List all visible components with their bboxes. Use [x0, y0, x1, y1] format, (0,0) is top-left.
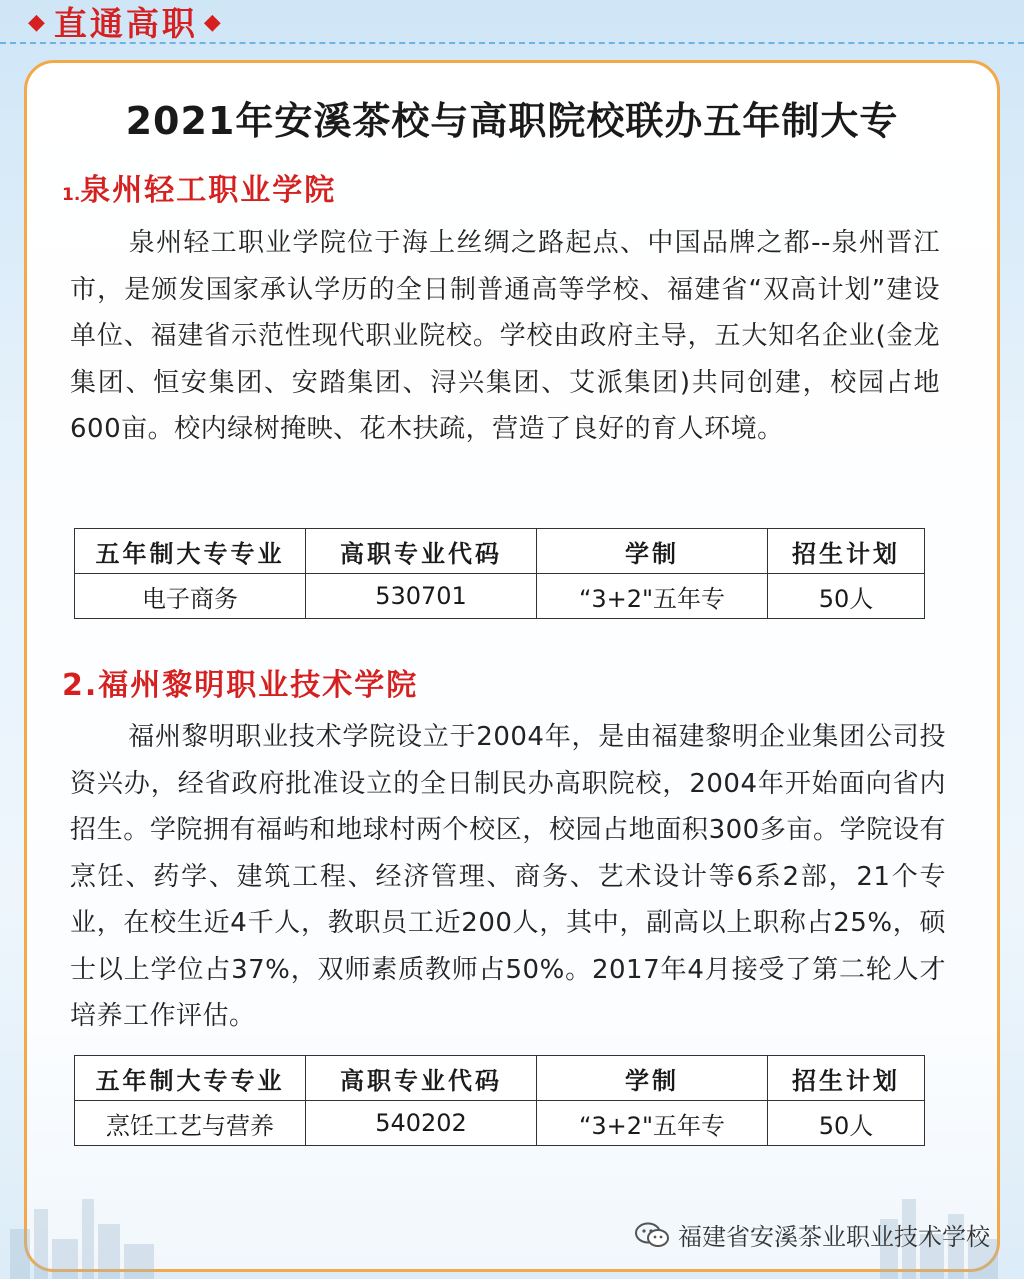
- watermark-text: 福建省安溪茶业职业技术学校: [678, 1223, 990, 1251]
- section-2-number: 2.: [62, 668, 99, 703]
- diamond-left-icon: ◆: [28, 9, 48, 35]
- banner-divider: [0, 42, 1024, 44]
- table-cell: “3+2"五年专: [537, 574, 768, 619]
- section-2-description-text: 福州黎明职业技术学院设立于2004年，是由福建黎明企业集团公司投资兴办，经省政府批准设立的全日制民办高职院校，2004年开始面向省内招生。学院拥有福屿和地球村两个校区，校园占地面积300多亩。学院设有烹饪、药学、建筑工程、经济管理、商务、艺术设计等6系2部，21个专业，在校生近4千人，教职员工近200人，其中，副高以上职称占25%，硕士以上学位占37%，双师素质教师占50%。2017年4月接受了第二轮人才培养工作评估。: [70, 722, 946, 1031]
- table-header-cell: 学制: [537, 529, 768, 574]
- section-1-description-text: 泉州轻工职业学院位于海上丝绸之路起点、中国品牌之都--泉州晋江市，是颁发国家承认学历的全日制普通高等学校、福建省“双高计划”建设单位、福建省示范性现代职业院校。学校由政府主导，五大知名企业(金龙集团、恒安集团、安踏集团、浔兴集团、艾派集团)共同创建，校园占地600亩。校内绿树掩映、花木扶疏，营造了良好的育人环境。: [70, 228, 940, 444]
- table-row: [75, 1101, 925, 1146]
- table-cell: 530701: [306, 574, 537, 619]
- section-1-heading: [62, 165, 336, 209]
- watermark: [634, 1217, 990, 1252]
- section-1-name: 泉州轻工职业学院: [80, 173, 337, 208]
- table-header-cell: 五年制大专专业: [75, 529, 306, 574]
- table-row: [75, 574, 925, 619]
- banner-text: 直通高职: [53, 4, 198, 43]
- banner-title: [28, 0, 224, 48]
- section-2-heading: [62, 660, 418, 704]
- section-1-number: 1.: [62, 185, 81, 205]
- table-header-cell: 高职专业代码: [306, 1056, 537, 1101]
- table-header-row: [75, 1056, 925, 1101]
- section-2-table: [74, 1055, 925, 1146]
- diamond-right-icon: ◆: [203, 9, 224, 35]
- top-banner: [0, 0, 1024, 46]
- table-header-cell: 五年制大专专业: [75, 1056, 306, 1101]
- table-header-cell: 高职专业代码: [306, 529, 537, 574]
- table-header-cell: 学制: [537, 1056, 768, 1101]
- table-header-cell: 招生计划: [768, 529, 925, 574]
- table-cell: “3+2"五年专: [537, 1101, 768, 1146]
- table-cell: 50人: [768, 1101, 925, 1146]
- table-cell: 烹饪工艺与营养: [75, 1101, 306, 1146]
- table-cell: 540202: [306, 1101, 537, 1146]
- section-2-name: 福州黎明职业技术学院: [98, 668, 419, 703]
- table-cell: 电子商务: [75, 574, 306, 619]
- page-title: 2021年安溪茶校与高职院校联办五年制大专: [125, 99, 899, 143]
- section-1-table: [74, 528, 925, 619]
- section-2-description: [70, 714, 946, 1040]
- table-header-row: [75, 529, 925, 574]
- table-header-cell: 招生计划: [768, 1056, 925, 1101]
- section-1-description: [70, 220, 940, 453]
- table-cell: 50人: [768, 574, 925, 619]
- wechat-icon: [634, 1221, 670, 1249]
